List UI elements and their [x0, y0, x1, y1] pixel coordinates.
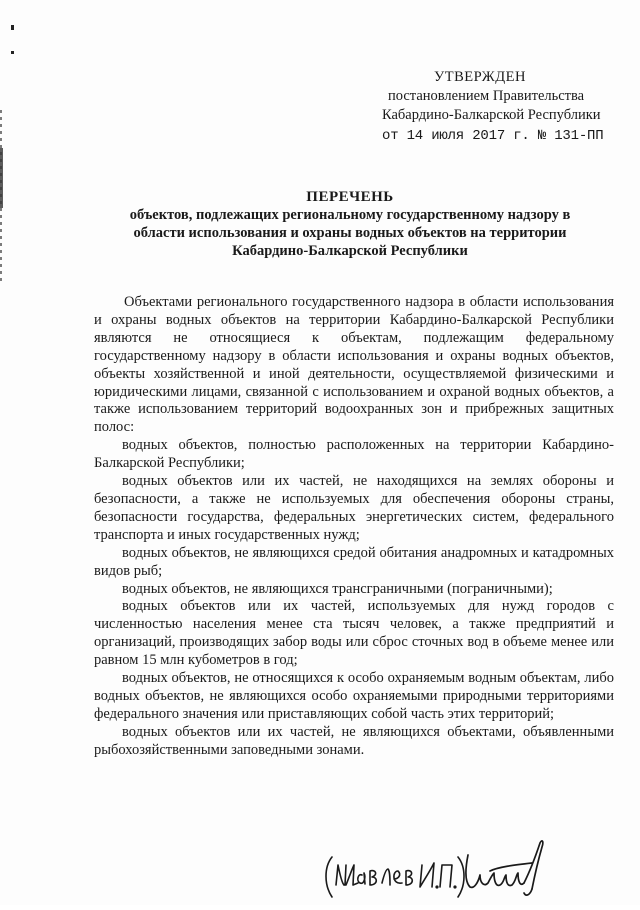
- list-item: водных объектов или их частей, не находящихся на землях обороны и безопасности, а также не используемых для обеспечения обороны страны, безопасности государства, федеральных энергетических систем, федерального транспорта и иных государственных нужд;: [94, 473, 614, 543]
- intro-paragraph: Объектами регионального государственного надзора в области использования и охраны водных объектов на территории Кабардино-Балкарской Республики являются не относящиеся к объектам, подлежащим федеральному государственному надзору в области использования и охраны водных объектов, объекты хозяйственной и иной деятельности, осуществляемой физическими и юридическими лицами, связанной с использованием и охраной водных объектов, а также использованием территорий водоохранных зон и прибрежных защитных полос:: [94, 294, 614, 436]
- list-item: водных объектов, не являющихся средой обитания анадромных и катадромных видов рыб;: [94, 544, 614, 579]
- scan-edge-line: [0, 148, 3, 208]
- handwritten-signature: [318, 835, 558, 905]
- approval-date: от 14 июля 2017 г. № 131-ПП: [382, 128, 604, 144]
- list-item: водных объектов или их частей, не являющихся объектами, объявленными рыбохозяйственными заповедными зонами.: [94, 723, 614, 758]
- list-item: водных объектов или их частей, используемых для нужд городов с численностью населения менее ста тысяч человек, а также предприятий и организаций, производящих забор воды или сброс сточных вод в объеме менее или равном 15 млн кубометров в год;: [94, 598, 614, 669]
- document-body: [94, 294, 614, 760]
- title-line: Кабардино-Балкарской Республики: [232, 243, 468, 259]
- title-line: объектов, подлежащих региональному государственному надзору в: [129, 207, 571, 223]
- title-heading: ПЕРЕЧЕНЬ: [306, 189, 394, 205]
- list-item: водных объектов, не являющихся трансграничными (пограничными);: [122, 580, 553, 597]
- signature-drawing: [318, 835, 558, 905]
- title-line: области использования и охраны водных объектов на территории: [133, 225, 567, 241]
- approval-stamp-block: [382, 68, 612, 146]
- document-title: [80, 188, 620, 260]
- list-item: водных объектов, не относящихся к особо охраняемым водным объектам, либо водных объектов, не являющихся особо охраняемыми природными территориями федерального значения или приставляющих собой часть этих территорий;: [94, 670, 614, 722]
- scan-mark: [11, 51, 14, 54]
- list-item: водных объектов, полностью расположенных на территории Кабардино-Балкарской Республики;: [94, 437, 614, 472]
- approval-by: постановлением Правительства: [388, 88, 585, 104]
- approval-heading: УТВЕРЖДЕН: [434, 69, 526, 85]
- scan-mark: [11, 25, 14, 30]
- approval-government: Кабардино-Балкарской Республики: [382, 107, 601, 123]
